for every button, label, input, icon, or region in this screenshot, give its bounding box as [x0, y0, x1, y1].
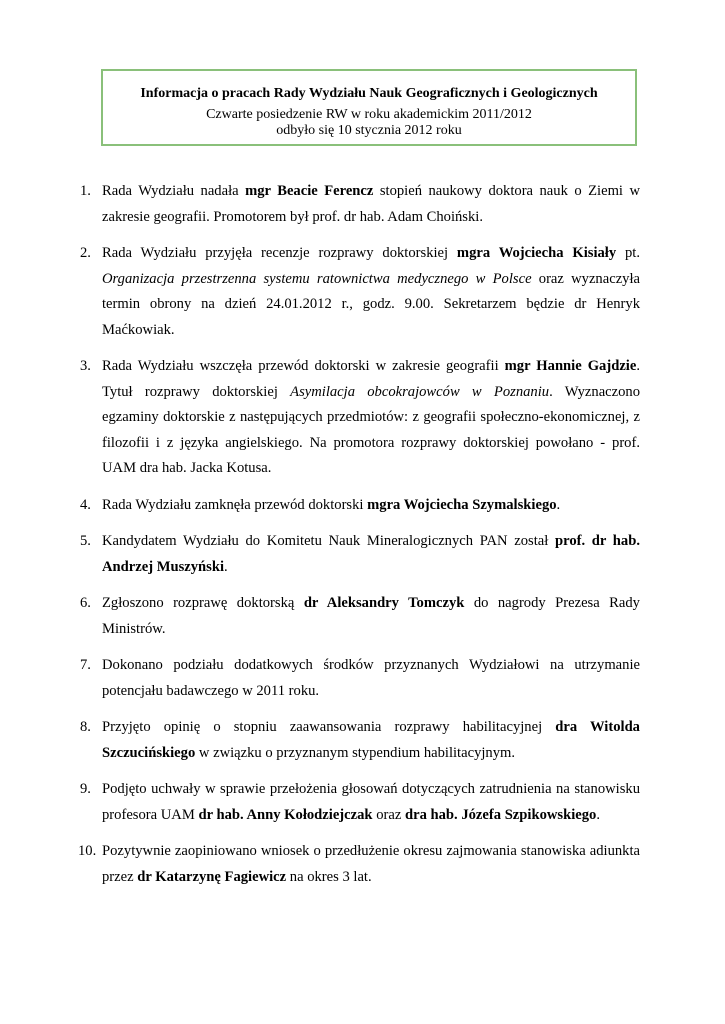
item-text: stopień naukowy doktora nauk o Ziemi w zakresie geografii. Promotorem był prof. dr hab. Adam Choiński.: [102, 183, 640, 225]
item-number: 3.: [80, 358, 91, 374]
document-title: Informacja o pracach Rady Wydziału Nauk Geograficznych i Geologicznych: [140, 86, 598, 101]
item-bold: mgra Wojciecha Szymalskiego: [367, 496, 557, 513]
item-text: . Wyznaczono egzaminy doktorskie z następujących przedmiotów: z geografii społeczno-ekonomicznej, z filozofii i z języka angielskiego. Na promotora rozprawy doktorskiej powołano - prof. UAM dra hab. Jacka Kotusa.: [102, 383, 641, 476]
item-text: Kandydatem Wydziału do Komitetu Nauk Mineralogicznych PAN został: [102, 533, 555, 549]
item-text: .: [556, 496, 561, 513]
item-text: Rada Wydziału przyjęła recenzje rozprawy doktorskiej: [102, 245, 457, 261]
item-bold: dra Witolda Szczucińskiego: [102, 719, 640, 761]
item-text: .: [596, 806, 600, 823]
header-box: [101, 69, 637, 146]
item-number: 9.: [80, 781, 91, 797]
item-number: 6.: [80, 595, 91, 611]
item-bold: dra hab. Józefa Szpikowskiego: [404, 806, 597, 823]
item-bold: dr Aleksandry Tomczyk: [303, 595, 465, 611]
item-bold: mgr Beacie Ferencz: [245, 183, 374, 199]
item-text: oraz wyznaczyła termin obrony na dzień 24.01.2012 r., godz. 9.00. Sekretarzem będzie dr Henryk Maćkowiak.: [102, 270, 640, 338]
item-text: pt.: [616, 245, 640, 261]
meeting-info-line-2: odbyło się 10 stycznia 2012 roku: [276, 123, 462, 138]
list-item: [80, 529, 640, 580]
list-item: [80, 839, 640, 890]
item-text: Przyjęto opinię o stopniu zaawansowania rozprawy habilitacyjnej: [102, 719, 556, 735]
list-item: [80, 493, 640, 519]
meeting-info-line-1: Czwarte posiedzenie RW w roku akademickim 2011/2012: [206, 107, 532, 122]
item-text: oraz: [372, 806, 405, 823]
item-italic: Asymilacja obcokrajowców w Poznaniu: [290, 383, 550, 400]
item-italic: Organizacja przestrzenna systemu ratownictwa medycznego w Polsce: [102, 270, 532, 287]
item-text: Zgłoszono rozprawę doktorską: [102, 595, 304, 611]
item-number: 2.: [80, 245, 91, 261]
item-bold: dr hab. Anny Kołodziejczak: [198, 806, 373, 823]
item-text: do nagrody Prezesa Rady Ministrów.: [102, 595, 640, 637]
item-bold: prof. dr hab. Andrzej Muszyński: [102, 533, 640, 575]
meeting-info: [103, 107, 635, 139]
list-item: [80, 777, 640, 828]
list-item: [80, 653, 640, 704]
item-number: 1.: [80, 183, 91, 199]
item-text: w związku o przyznanym stypendium habilitacyjnym.: [195, 744, 516, 761]
item-text: na okres 3 lat.: [286, 868, 372, 885]
resolutions-list: [80, 179, 640, 901]
item-text: Podjęto uchwały w sprawie przełożenia głosowań dotyczących zatrudnienia na stanowisku profesora UAM: [102, 781, 640, 823]
item-text: Rada Wydziału wszczęła przewód doktorski w zakresie geografii: [102, 358, 505, 374]
item-number: 5.: [80, 533, 91, 549]
item-number: 8.: [80, 719, 91, 735]
item-text: Rada Wydziału nadała: [102, 183, 246, 199]
item-number: 7.: [80, 657, 91, 673]
list-item: [80, 179, 640, 230]
item-text: .: [224, 558, 228, 575]
item-bold: mgra Wojciecha Kisiały: [456, 245, 617, 261]
item-text: Dokonano podziału dodatkowych środków przyznanych Wydziałowi na utrzymanie potencjału badawczego w 2011 roku.: [102, 657, 640, 699]
list-item: [80, 591, 640, 642]
item-number: 4.: [80, 496, 91, 513]
item-text: . Tytuł rozprawy doktorskiej: [102, 358, 640, 400]
item-bold: mgr Hannie Gajdzie: [504, 358, 637, 374]
list-item: [80, 354, 640, 482]
item-number: 10.: [78, 843, 97, 859]
item-text: Rada Wydziału zamknęła przewód doktorski: [102, 496, 368, 513]
list-item: [80, 241, 640, 343]
item-bold: dr Katarzynę Fagiewicz: [137, 868, 287, 885]
list-item: [80, 715, 640, 766]
item-text: Pozytywnie zaopiniowano wniosek o przedłużenie okresu zajmowania stanowiska adiunkta przez: [102, 843, 640, 885]
